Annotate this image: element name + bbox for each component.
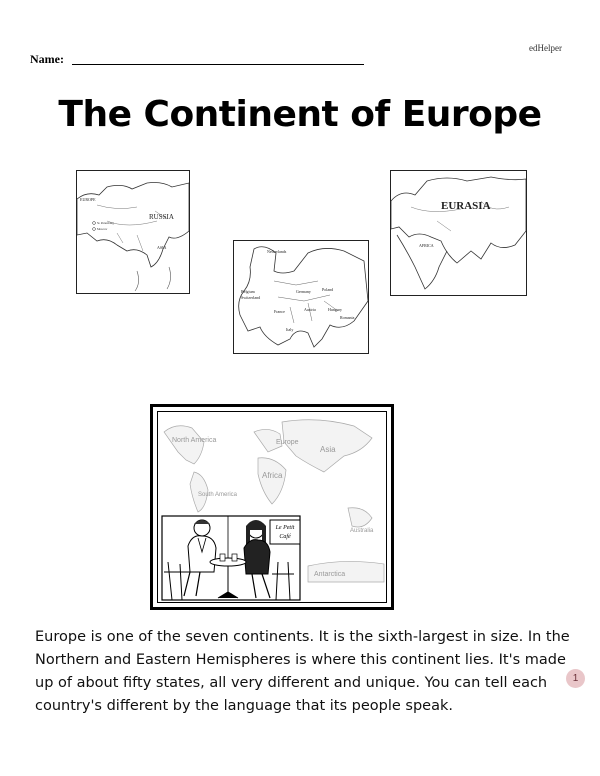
cafe-sign-line1: Le Petit: [275, 525, 295, 531]
map-label-moscow: Moscow: [97, 227, 108, 231]
map-label-austria: Austria: [304, 307, 316, 312]
scene-label-australia: Australia: [350, 528, 374, 534]
map-label-hungary: Hungary: [328, 307, 342, 312]
body-paragraph: Europe is one of the seven continents. It is the sixth-largest in size. In the Northern and Eastern Hemispheres is where this continent lies. It's made up of about fifty states, all very different and unique. You can tell each country's different by the language that its people speak.: [35, 629, 570, 714]
name-field-row: [30, 52, 364, 67]
name-label: Name:: [30, 52, 64, 66]
scene-label-north-america: North America: [172, 437, 217, 444]
map-label-st-petersburg: St. Petersburg: [97, 221, 114, 225]
scene-label-asia: Asia: [320, 445, 336, 454]
map-label-italy: Italy: [286, 327, 294, 332]
brand-label: edHelper: [529, 43, 562, 53]
eurasia-map: [390, 170, 527, 296]
map-label-germany: Germany: [296, 289, 311, 294]
map-label-romania: Romania: [340, 315, 355, 320]
name-input-line[interactable]: [72, 64, 364, 65]
europe-map: [233, 240, 369, 354]
map-label-eurasia: EURASIA: [441, 200, 491, 212]
russia-map: [76, 170, 190, 294]
scene-label-antarctica: Antarctica: [314, 571, 346, 578]
scene-label-africa: Africa: [262, 471, 283, 480]
map-label-france: France: [274, 309, 285, 314]
scene-label-europe: Europe: [276, 439, 299, 446]
map-label-russia: RUSSIA: [149, 213, 174, 221]
cafe-sign-line2: Café: [279, 534, 291, 540]
page-title: The Continent of Europe: [58, 94, 542, 135]
scene-label-south-america: South America: [198, 492, 238, 498]
page-number-badge: 1: [566, 669, 585, 688]
map-label-netherlands: Netherlands: [267, 249, 287, 254]
map-label-switzerland: Switzerland: [241, 295, 261, 300]
map-label-asia: ASIA: [157, 245, 167, 250]
cafe-illustration: [150, 404, 394, 610]
map-label-poland: Poland: [322, 287, 334, 292]
map-label-belgium: Belgium: [241, 289, 255, 294]
map-label-europe: EUROPE: [80, 197, 96, 202]
map-label-africa: AFRICA: [419, 243, 434, 248]
